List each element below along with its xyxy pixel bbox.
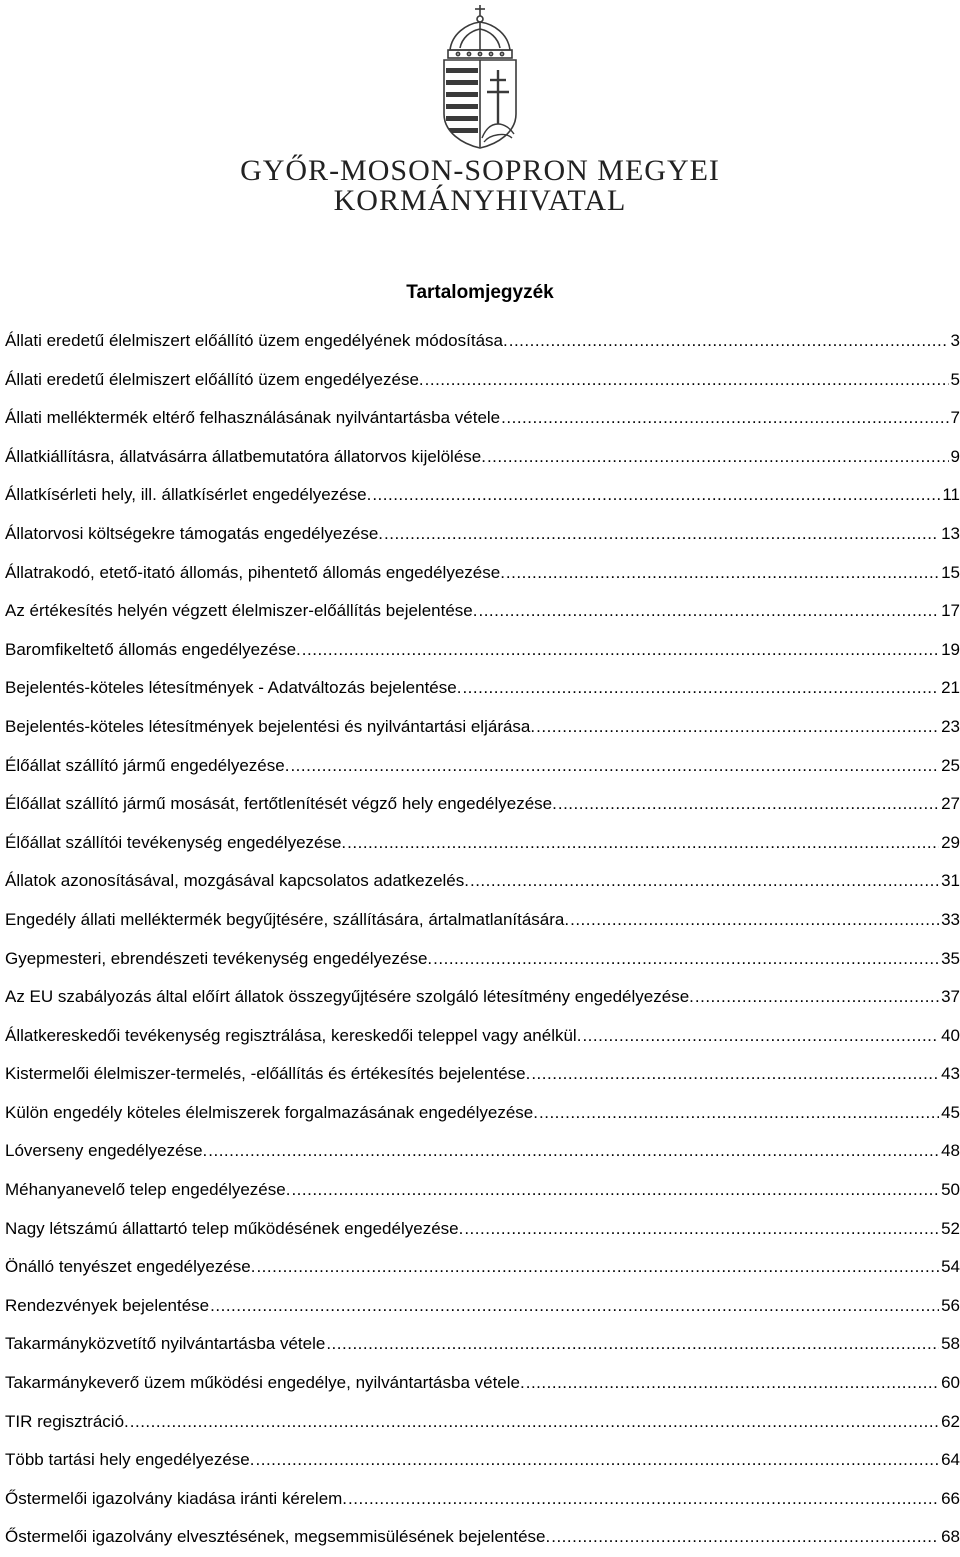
toc-entry-page-number: 43 [941,1064,960,1084]
toc-entry-leader-dots [506,554,939,593]
toc-entry-page-number: 58 [941,1334,960,1354]
toc-entry-leader-dots [478,592,939,631]
toc-entry-leader-dots [256,1248,939,1287]
toc-entry[interactable] [5,1403,960,1442]
toc-entry-title: Takarmánykeverő üzem működési engedélye, nyilvántartásba vétele. [5,1373,525,1393]
toc-entry-page-number: 11 [942,485,960,505]
toc-entry-title: Lóverseny engedélyezése. [5,1141,208,1161]
toc-entry-page-number: 25 [941,755,960,775]
toc-entry-page-number: 52 [941,1218,960,1238]
toc-title: Tartalomjegyzék [406,282,554,303]
toc-entry-leader-dots [526,1364,939,1403]
toc-entry-leader-dots [256,1441,940,1480]
toc-entry-page-number: 50 [941,1180,960,1200]
toc-entry-leader-dots [302,631,939,670]
toc-entry-title: Takarmányközvetítő nyilvántartásba vétele [5,1334,326,1354]
toc-entry-title: Rendezvények bejelentése [5,1295,210,1315]
toc-entry-leader-dots [464,1210,939,1249]
toc-entry-title: Állatok azonosításával, mozgásával kapcsolatos adatkezelés. [5,871,469,891]
toc-entry-leader-dots [348,1480,939,1519]
toc-entry-leader-dots [433,940,939,979]
toc-entry[interactable] [5,862,960,901]
toc-entry[interactable] [5,1210,960,1249]
toc-entry-title: Őstermelői igazolvány kiadása iránti kérelem. [5,1488,348,1508]
toc-entry-leader-dots [347,824,939,863]
toc-entry[interactable] [5,631,960,670]
toc-entry[interactable] [5,361,960,400]
toc-entry[interactable] [5,399,960,438]
hungarian-coat-of-arms-icon [436,4,524,150]
toc-entry[interactable] [5,1364,960,1403]
toc-entry-leader-dots [326,1325,939,1364]
toc-entry-leader-dots [531,1055,939,1094]
toc-entry-title: Gyepmesteri, ebrendészeti tevékenység engedélyezése. [5,948,433,968]
toc-entry[interactable] [5,1094,960,1133]
toc-entry-leader-dots [558,785,939,824]
toc-entry-page-number: 9 [950,446,960,466]
toc-entry-leader-dots [291,1171,939,1210]
toc-entry-page-number: 35 [941,948,960,968]
toc-entry-title: Állatrakodó, etető-itató állomás, pihentető állomás engedélyezése. [5,562,505,582]
toc-entry[interactable] [5,824,960,863]
toc-entry-title: Állatkiállításra, állatvásárra állatbemutatóra állatorvos kijelölése. [5,446,486,466]
toc-entry-leader-dots [582,1017,939,1056]
toc-entry[interactable] [5,322,960,361]
toc-entry[interactable] [5,592,960,631]
toc-entry-leader-dots [509,322,949,361]
toc-entry[interactable] [5,1480,960,1519]
organization-name-line-1: GYŐR-MOSON-SOPRON MEGYEI [240,154,720,187]
toc-entry-title: Kistermelői élelmiszer-termelés, -előállítás és értékesítés bejelentése. [5,1064,531,1084]
toc-entry-page-number: 54 [941,1257,960,1277]
toc-entry-page-number: 23 [941,716,960,736]
toc-entry-title: Élőállat szállítói tevékenység engedélyezése. [5,832,347,852]
toc-entry-title: Állati melléktermék eltérő felhasználásának nyilvántartásba vétele [5,408,501,428]
toc-entry-title: Önálló tenyészet engedélyezése. [5,1257,256,1277]
toc-entry-leader-dots [501,399,948,438]
toc-entry-page-number: 13 [941,523,960,543]
toc-entry-title: Állatkísérleti hely, ill. állatkísérlet engedélyezése. [5,485,372,505]
toc-entry[interactable] [5,1017,960,1056]
toc-entry-leader-dots [551,1518,939,1557]
toc-entry-title: Baromfikeltető állomás engedélyezése. [5,639,301,659]
toc-entry[interactable] [5,669,960,708]
toc-entry-leader-dots [462,669,939,708]
toc-entry[interactable] [5,1518,960,1557]
toc-entry-page-number: 64 [941,1450,960,1470]
toc-entry[interactable] [5,438,960,477]
toc-entry-page-number: 40 [941,1025,960,1045]
toc-entry-leader-dots [539,1094,939,1133]
toc-entry-title: Az EU szabályozás által előírt állatok összegyűjtésére szolgáló létesítmény engedélyezése. [5,987,694,1007]
toc-entry-leader-dots [208,1132,939,1171]
toc-entry-title: Bejelentés-köteles létesítmények - Adatváltozás bejelentése. [5,678,462,698]
toc-entry-leader-dots [210,1287,939,1326]
toc-entry-leader-dots [570,901,939,940]
toc-entry-leader-dots [470,862,939,901]
toc-entry-leader-dots [425,361,949,400]
toc-entry[interactable] [5,476,960,515]
toc-entry-leader-dots [536,708,939,747]
toc-entry[interactable] [5,1248,960,1287]
toc-entry-title: Élőállat szállító jármű engedélyezése. [5,755,290,775]
organization-name-line-2: KORMÁNYHIVATAL [333,184,627,217]
toc-entry-title: TIR regisztráció. [5,1411,129,1431]
toc-entry-page-number: 31 [941,871,960,891]
toc-entry-title: Állati eredetű élelmiszert előállító üzem engedélyének módosítása. [5,331,508,350]
toc-entry-title: Nagy létszámú állattartó telep működésének engedélyezése. [5,1218,464,1238]
table-of-contents [5,322,960,1557]
toc-entry-page-number: 21 [941,678,960,698]
toc-entry-leader-dots [487,438,949,477]
toc-entry[interactable] [5,1441,960,1480]
toc-entry-page-number: 45 [941,1102,960,1122]
toc-entry-page-number: 5 [950,369,960,389]
toc-entry[interactable] [5,708,960,747]
toc-entry-page-number: 48 [941,1141,960,1161]
toc-entry[interactable] [5,1055,960,1094]
toc-entry[interactable] [5,515,960,554]
toc-entry-page-number: 33 [941,909,960,929]
toc-entry-title: Őstermelői igazolvány elvesztésének, megsemmisülésének bejelentése. [5,1527,551,1547]
toc-entry-page-number: 56 [941,1295,960,1315]
toc-entry-title: Méhanyanevelő telep engedélyezése. [5,1180,291,1200]
toc-entry-title: Engedély állati melléktermék begyűjtésére, szállítására, ártalmatlanítására. [5,909,570,929]
toc-entry[interactable] [5,1171,960,1210]
toc-entry[interactable] [5,1325,960,1364]
toc-entry[interactable] [5,940,960,979]
toc-entry-page-number: 3 [950,331,960,350]
toc-entry-page-number: 66 [941,1488,960,1508]
toc-entry-leader-dots [695,978,939,1017]
toc-entry-title: Az értékesítés helyén végzett élelmiszer-előállítás bejelentése. [5,601,478,621]
toc-entry[interactable] [5,901,960,940]
toc-entry-page-number: 60 [941,1373,960,1393]
toc-entry-title: Külön engedély köteles élelmiszerek forgalmazásának engedélyezése. [5,1102,538,1122]
toc-entry-leader-dots [290,747,939,786]
toc-entry-title: Bejelentés-köteles létesítmények bejelentési és nyilvántartási eljárása. [5,716,536,736]
toc-entry-page-number: 19 [941,639,960,659]
toc-entry-leader-dots [372,476,940,515]
toc-entry-leader-dots [384,515,939,554]
toc-entry-page-number: 37 [941,987,960,1007]
toc-entry-page-number: 62 [941,1411,960,1431]
toc-entry-title: Állatorvosi költségekre támogatás engedélyezése. [5,523,383,543]
toc-entry-page-number: 17 [941,601,960,621]
toc-entry[interactable] [5,1132,960,1171]
toc-entry-page-number: 15 [941,562,960,582]
toc-entry-title: Állati eredetű élelmiszert előállító üzem engedélyezése. [5,369,424,389]
toc-entry[interactable] [5,1287,960,1326]
toc-entry-leader-dots [130,1403,939,1442]
toc-entry[interactable] [5,554,960,593]
toc-entry[interactable] [5,978,960,1017]
toc-entry[interactable] [5,747,960,786]
toc-entry-page-number: 29 [941,832,960,852]
toc-entry-page-number: 7 [950,408,960,428]
toc-entry[interactable] [5,785,960,824]
toc-entry-title: Több tartási hely engedélyezése. [5,1450,255,1470]
toc-entry-title: Élőállat szállító jármű mosását, fertőtlenítését végző hely engedélyezése. [5,794,557,814]
toc-entry-page-number: 68 [941,1527,960,1547]
toc-entry-page-number: 27 [941,794,960,814]
toc-entry-title: Állatkereskedői tevékenység regisztrálása, kereskedői teleppel vagy anélkül. [5,1025,582,1045]
